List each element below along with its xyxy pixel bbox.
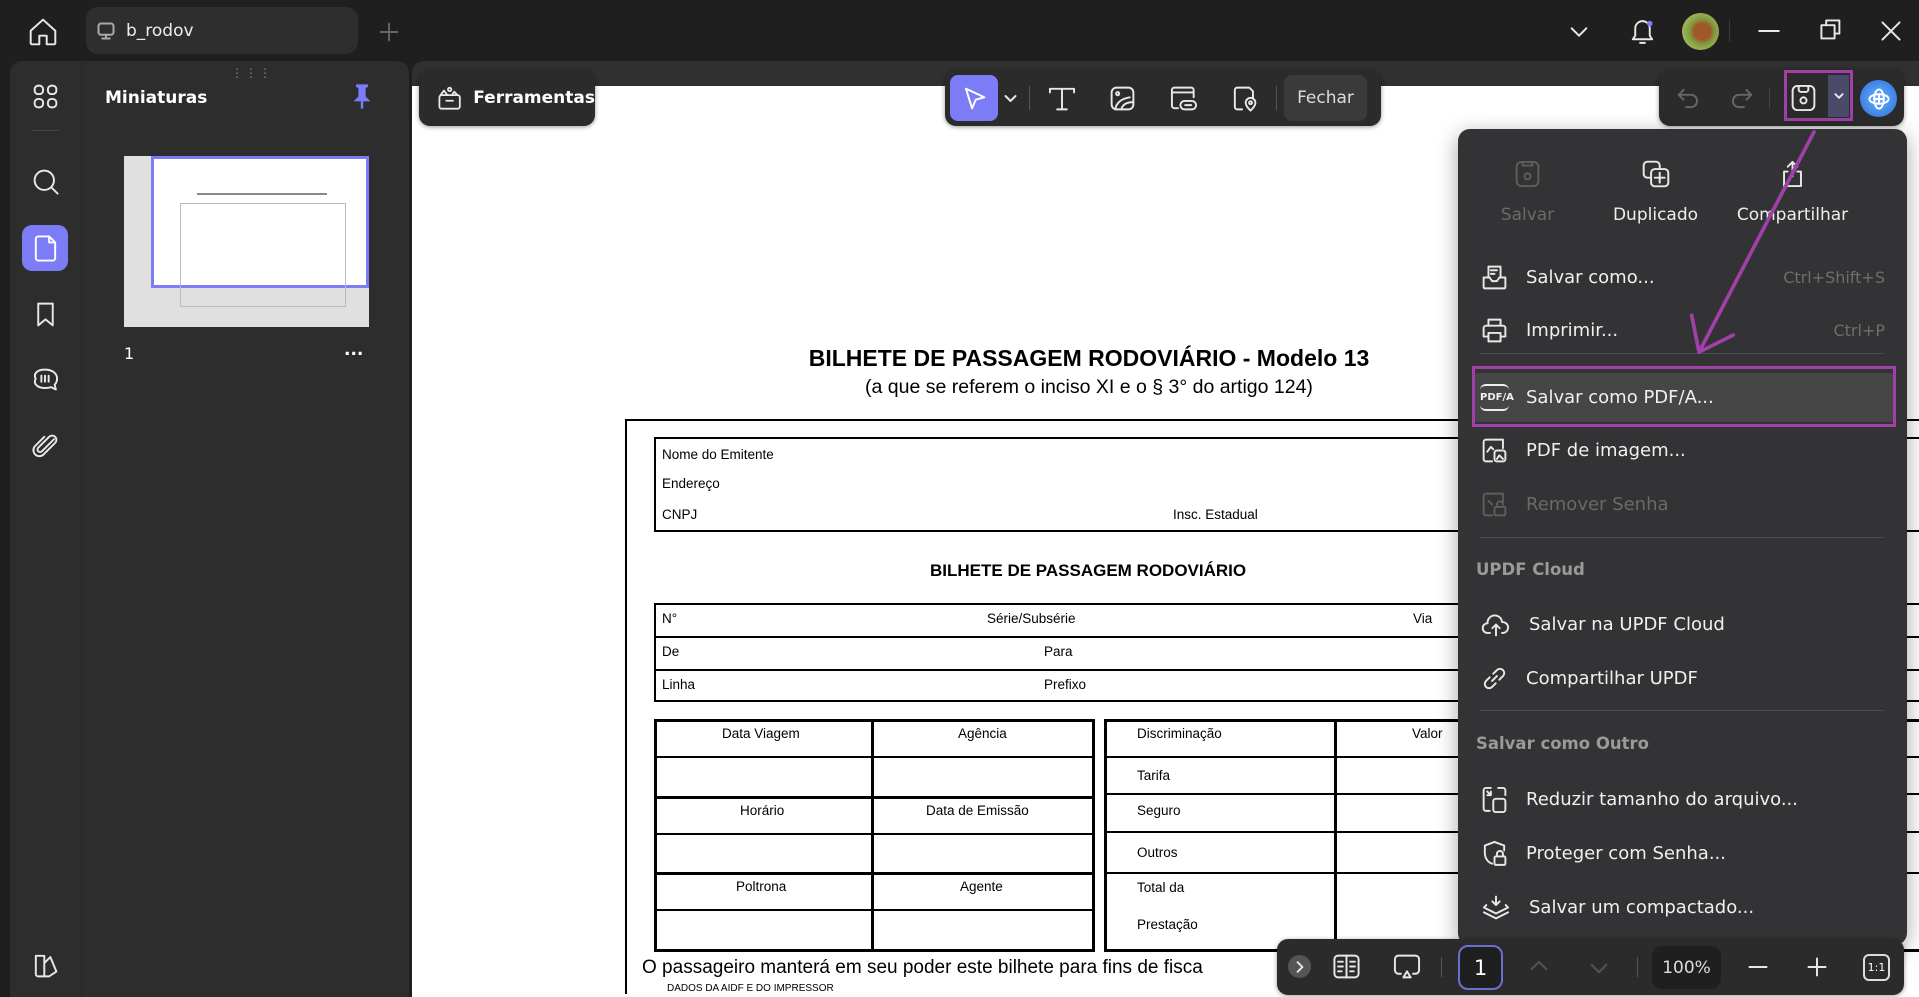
divider	[1480, 537, 1884, 538]
footer-aidf: DADOS DA AIDF E DO IMPRESSOR	[667, 983, 834, 994]
zoom-in-icon[interactable]	[1806, 956, 1828, 978]
label-seat: Poltrona	[736, 879, 787, 894]
label: PDF de imagem...	[1526, 440, 1686, 461]
presentation-icon[interactable]	[1391, 952, 1423, 981]
duplicate-icon	[1640, 158, 1672, 190]
divider	[32, 130, 59, 131]
resize-handle[interactable]: ⋮⋮⋮	[231, 66, 273, 80]
home-icon[interactable]	[27, 16, 59, 48]
search-icon[interactable]	[22, 158, 68, 204]
minimize-icon[interactable]	[1758, 20, 1780, 42]
location-tool-icon[interactable]	[1220, 75, 1269, 121]
pdfa-icon: PDF/A	[1480, 384, 1509, 411]
layers-icon	[1480, 893, 1512, 922]
image-tool-icon[interactable]	[1098, 75, 1147, 121]
page-thumbnail[interactable]	[124, 156, 369, 327]
menu-save[interactable]	[1460, 158, 1595, 225]
shortcut: Ctrl+P	[1833, 321, 1885, 340]
save-dropdown-button[interactable]	[1828, 75, 1849, 117]
page-more-button[interactable]: ...	[344, 340, 364, 360]
divider	[1480, 710, 1884, 711]
collapse-chevron-icon[interactable]	[1288, 955, 1311, 978]
label-cnpj: CNPJ	[662, 507, 698, 522]
tab-title: b_rodov	[126, 20, 194, 41]
label: Remover Senha	[1526, 494, 1669, 515]
label-fare: Tarifa	[1137, 768, 1171, 783]
label-others: Outros	[1137, 845, 1178, 860]
label-breakdown: Discriminação	[1137, 726, 1222, 741]
shortcut: Ctrl+Shift+S	[1783, 268, 1885, 287]
section-header-cloud: UPDF Cloud	[1476, 560, 1585, 579]
user-avatar[interactable]	[1682, 13, 1719, 50]
shield-lock-icon	[1480, 838, 1509, 870]
label-line: Linha	[662, 677, 696, 692]
cursor-arrow-icon	[961, 85, 988, 112]
document-tab[interactable]	[86, 7, 358, 54]
label-issue-date: Data de Emissão	[926, 803, 1029, 818]
text-tool-icon[interactable]	[1037, 75, 1086, 121]
select-dropdown-icon[interactable]	[998, 91, 1022, 106]
undo-icon[interactable]	[1675, 85, 1702, 112]
label-address: Endereço	[662, 476, 720, 491]
monitor-icon	[96, 21, 116, 41]
link-icon	[1480, 664, 1509, 693]
label-total: Total da	[1137, 880, 1185, 895]
new-tab-plus-icon[interactable]	[377, 20, 401, 44]
comment-icon[interactable]	[22, 357, 68, 403]
next-page-icon[interactable]	[1589, 960, 1609, 977]
reading-mode-icon[interactable]	[22, 942, 68, 988]
doc-subtitle: (a que se referem o inciso XI e o § 3° do artigo 124)	[865, 376, 1313, 398]
actual-size-button[interactable]: 1:1	[1863, 954, 1890, 981]
page-layout-icon[interactable]	[1332, 952, 1361, 981]
menu-save-cloud[interactable]	[1473, 600, 1895, 649]
notification-bell-icon[interactable]	[1628, 16, 1657, 48]
edit-toolbar	[945, 70, 1381, 126]
save-as-icon	[1480, 263, 1509, 292]
label-series: Série/Subsérie	[987, 611, 1076, 626]
image-pdf-icon	[1480, 436, 1509, 465]
label: Imprimir...	[1526, 320, 1619, 341]
label-travel-date: Data Viagem	[722, 726, 800, 741]
page-number-input[interactable]: 1	[1458, 945, 1503, 990]
pdfa-highlight-box	[1472, 366, 1896, 427]
link-tool-icon[interactable]	[1159, 75, 1208, 121]
menu-save-compact[interactable]	[1473, 883, 1895, 932]
thumbnails-grid-icon[interactable]	[22, 73, 68, 119]
tools-label: Ferramentas	[473, 88, 595, 108]
bottom-toolbar	[1277, 939, 1904, 995]
label-value: Valor	[1412, 726, 1443, 741]
file-toolbar	[1659, 70, 1904, 126]
tools-button[interactable]	[419, 70, 595, 126]
label-agency: Agência	[958, 726, 1007, 741]
cloud-upload-icon	[1480, 610, 1512, 639]
section-title: BILHETE DE PASSAGEM RODOVIÁRIO	[930, 561, 1247, 580]
thumbnails-panel	[81, 61, 409, 997]
panel-title: Miniaturas	[105, 88, 208, 108]
label: Reduzir tamanho do arquivo...	[1526, 789, 1799, 810]
label-agent: Agente	[960, 879, 1003, 894]
label-to: Para	[1044, 644, 1073, 659]
menu-image-pdf[interactable]	[1473, 426, 1895, 475]
label-insurance: Seguro	[1137, 803, 1181, 818]
menu-share-label: Compartilhar	[1736, 205, 1849, 225]
label-from: De	[662, 644, 680, 659]
menu-reduce-size[interactable]	[1473, 775, 1895, 824]
redo-icon[interactable]	[1728, 85, 1755, 112]
printer-icon	[1480, 316, 1509, 345]
label-issuer-name: Nome do Emitente	[662, 447, 774, 462]
chevron-down-icon[interactable]	[1568, 21, 1590, 43]
attachment-icon[interactable]	[22, 423, 68, 469]
select-tool-button[interactable]	[950, 75, 998, 121]
restore-icon[interactable]	[1819, 18, 1843, 42]
label: Salvar um compactado...	[1529, 897, 1755, 918]
label: Salvar na UPDF Cloud	[1529, 614, 1725, 635]
remove-password-icon	[1480, 490, 1509, 519]
label: Salvar como...	[1526, 267, 1655, 288]
previous-page-icon[interactable]	[1529, 957, 1549, 974]
bookmark-icon[interactable]	[22, 291, 68, 337]
section-header-other: Salvar como Outro	[1476, 734, 1649, 753]
save-icon	[1513, 158, 1542, 190]
label-number: N°	[662, 611, 678, 626]
menu-save-label: Salvar	[1500, 205, 1555, 225]
menu-share-updf[interactable]	[1473, 654, 1895, 703]
label-state-reg: Insc. Estadual	[1173, 507, 1258, 522]
toolbox-icon	[436, 84, 463, 113]
close-window-icon[interactable]	[1880, 20, 1902, 42]
close-edit-button[interactable]: Fechar	[1284, 75, 1367, 121]
label: Proteger com Senha...	[1526, 843, 1726, 864]
ai-assistant-icon[interactable]	[1860, 80, 1897, 117]
doc-title: BILHETE DE PASSAGEM RODOVIÁRIO - Modelo 13	[808, 345, 1370, 371]
zoom-out-icon[interactable]	[1747, 957, 1769, 977]
save-icon[interactable]	[1789, 82, 1818, 114]
divider	[1729, 20, 1730, 42]
label-total-service: Prestação	[1137, 917, 1198, 932]
label-prefix: Prefixo	[1044, 677, 1087, 692]
annotation-arrow-icon	[1677, 122, 1836, 367]
label: Salvar como PDF/A...	[1526, 387, 1714, 408]
label: Compartilhar UPDF	[1526, 668, 1698, 689]
menu-duplicate-label: Duplicado	[1612, 205, 1699, 225]
left-rail	[10, 61, 81, 997]
page-number: 1	[124, 344, 135, 363]
footer-note: O passageiro manterá em seu poder este bilhete para fins de fisca	[642, 957, 1203, 978]
zoom-level-field[interactable]: 100%	[1652, 946, 1721, 989]
menu-remove-password[interactable]	[1473, 480, 1895, 529]
trip-table	[654, 719, 1095, 952]
label-via: Via	[1413, 611, 1433, 626]
compress-icon	[1480, 784, 1509, 816]
pin-icon[interactable]	[351, 82, 373, 111]
menu-protect-password[interactable]	[1473, 829, 1895, 878]
label-time: Horário	[740, 803, 785, 818]
page-icon[interactable]	[22, 225, 68, 271]
